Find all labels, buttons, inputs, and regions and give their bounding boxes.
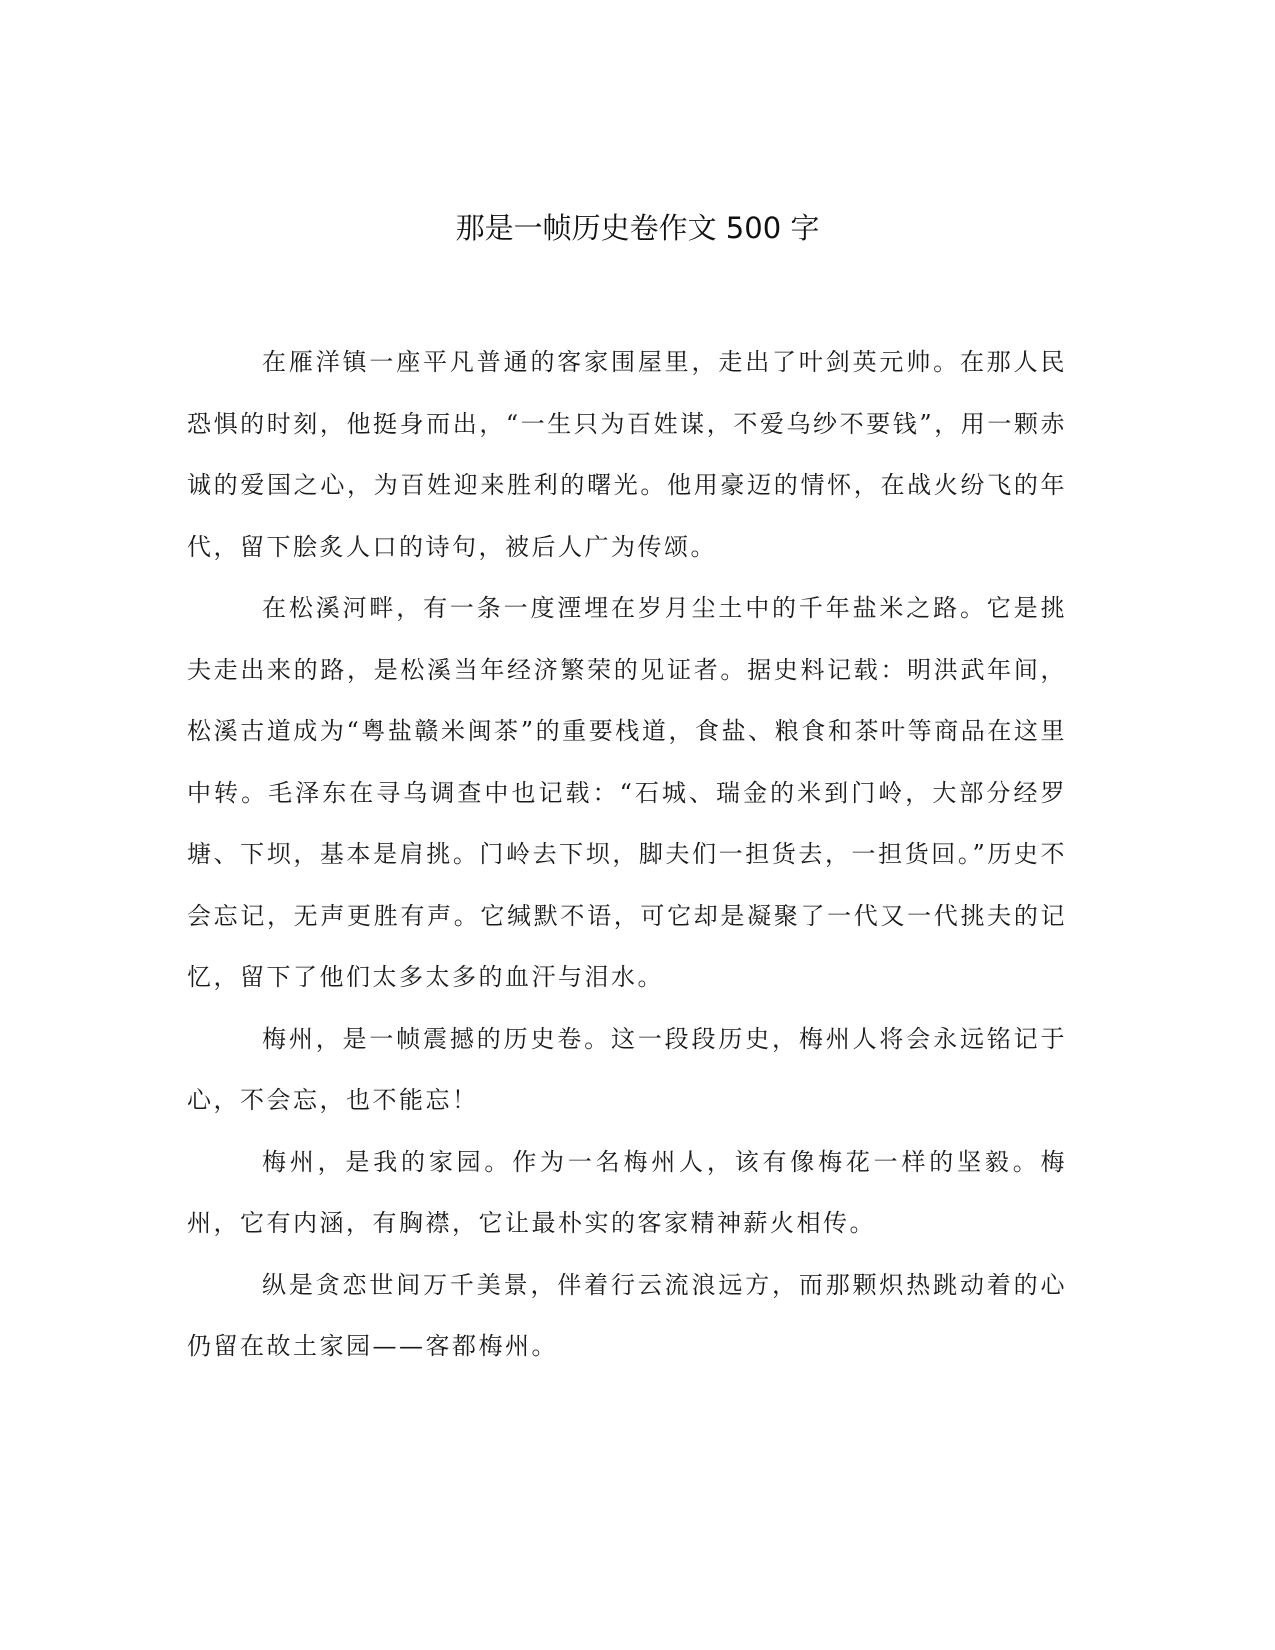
document-title: 那是一帧历史卷作文 500 字 [455, 211, 820, 245]
document-body [187, 332, 1067, 1378]
paragraph: 在雁洋镇一座平凡普通的客家围屋里，走出了叶剑英元帅。在那人民恐惧的时刻，他挺身而出，“一生只为百姓谋，不爱乌纱不要钱”，用一颗赤诚的爱国之心，为百姓迎来胜利的曙光。他用豪迈的情怀，在战火纷飞的年代，留下脍炙人口的诗句，被后人广为传颂。 [187, 348, 1067, 561]
paragraph: 在松溪河畔，有一条一度湮埋在岁月尘土中的千年盐米之路。它是挑夫走出来的路，是松溪当年经济繁荣的见证者。据史料记载：明洪武年间，松溪古道成为“粤盐赣米闽茶”的重要栈道，食盐、粮食和茶叶等商品在这里中转。毛泽东在寻乌调查中也记载：“石城、瑞金的米到门岭，大部分经罗塘、下坝，基本是肩挑。门岭去下坝，脚夫们一担货去，一担货回。”历史不会忘记，无声更胜有声。它缄默不语，可它却是凝聚了一代又一代挑夫的记忆，留下了他们太多太多的血汗与泪水。 [187, 594, 1067, 991]
paragraph: 梅州，是我的家园。作为一名梅州人，该有像梅花一样的坚毅。梅州，它有内涵，有胸襟，它让最朴实的客家精神薪火相传。 [187, 1147, 1067, 1237]
paragraph: 梅州，是一帧震撼的历史卷。这一段段历史，梅州人将会永远铭记于心，不会忘，也不能忘！ [187, 1024, 1067, 1114]
paragraph: 纵是贪恋世间万千美景，伴着行云流浪远方，而那颗炽热跳动着的心仍留在故土家园——客都梅州。 [187, 1270, 1067, 1360]
